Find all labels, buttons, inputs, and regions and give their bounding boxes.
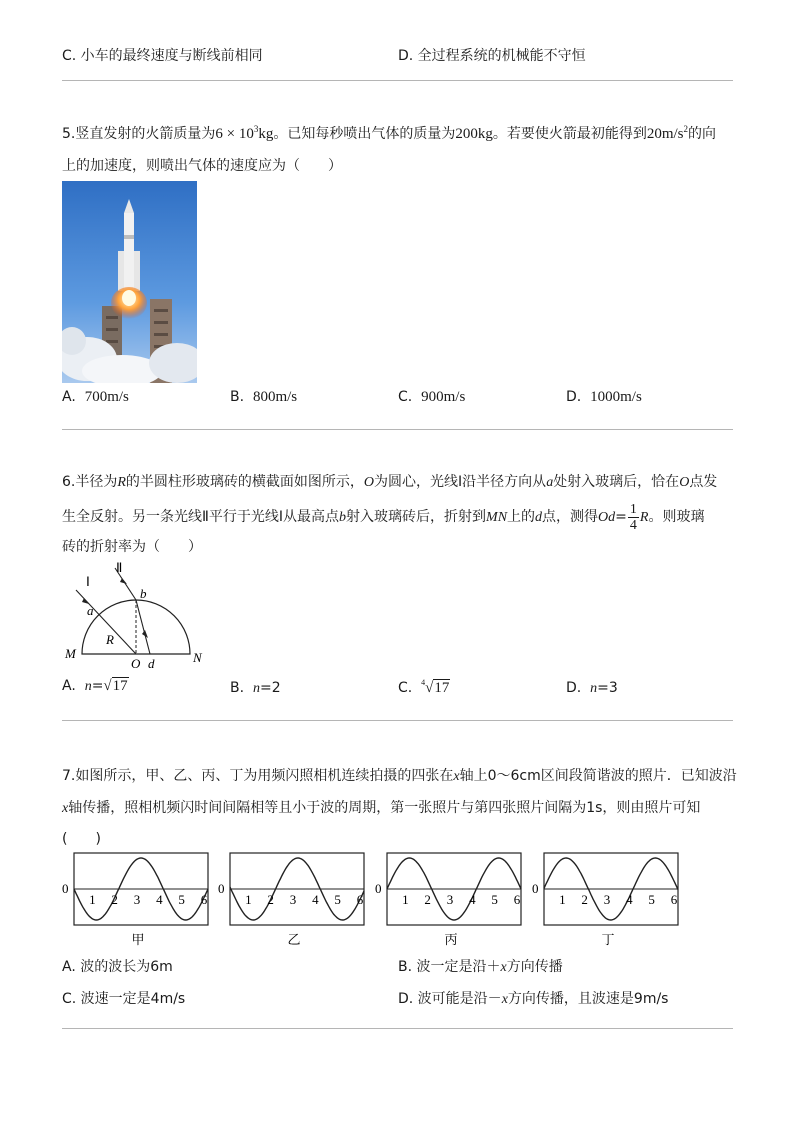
rocket-photo: [62, 181, 197, 383]
photo-caption: 甲: [131, 932, 145, 947]
q5-option-b: B. 800m/s: [230, 389, 298, 405]
q6-option-b: B. n=2: [230, 680, 281, 696]
tick-label: 4: [156, 892, 163, 907]
photo-caption: 丙: [444, 932, 458, 947]
origin-label: 0: [218, 881, 225, 896]
q5-text: 。已知每秒喷出气体的质量为: [273, 126, 456, 142]
q4-option-d: D. 全过程系统的机械能不守恒: [398, 48, 586, 64]
tick-label: 4: [626, 892, 633, 907]
label-d: d: [148, 656, 155, 671]
wave-photos: [58, 852, 698, 952]
label-ray-two: Ⅱ: [116, 560, 123, 575]
label-R: R: [106, 632, 114, 647]
label-M: M: [65, 646, 76, 661]
tick-label: 3: [289, 892, 297, 907]
label-ray-one: Ⅰ: [86, 574, 90, 589]
semicircle-glass-diagram: [62, 560, 212, 672]
q5-stem-line1: [62, 123, 716, 143]
origin-label: 0: [375, 881, 382, 896]
tick-label: 5: [178, 892, 185, 907]
q5-accel: $20m/s^2$: [646, 124, 689, 142]
tick-label: 3: [603, 892, 611, 907]
tick-label: 4: [469, 892, 476, 907]
wave-photo-2: [214, 852, 368, 952]
q5-stem-line2: 上的加速度，则喷出气体的速度应为（ ）: [62, 158, 342, 174]
divider: [62, 720, 733, 721]
tick-label: 6: [513, 892, 521, 907]
divider: [62, 429, 733, 430]
tick-label: 6: [356, 892, 364, 907]
q5-option-d: D. 1000m/s: [566, 389, 642, 405]
label-N: N: [193, 650, 202, 665]
q6-option-a: A. n=√17: [62, 678, 128, 694]
tick-label: 5: [648, 892, 655, 907]
tick-label: 6: [200, 892, 208, 907]
q5-text: 。若要使火箭最初能得到: [492, 126, 647, 142]
wave-photo-3: [371, 852, 525, 952]
q7-stem-line2: x轴传播，照相机频闪时间间隔相等且小于波的周期，第一张照片与第四张照片间隔为1s，则由照片可知: [62, 800, 701, 816]
tick-label: 3: [446, 892, 454, 907]
q5-gas-mass: 200kg: [455, 126, 493, 142]
tick-label: 1: [402, 892, 409, 907]
label-b: b: [140, 586, 147, 601]
tick-label: 1: [559, 892, 566, 907]
tick-label: 2: [581, 892, 588, 907]
divider: [62, 80, 733, 81]
q6-stem-line1: 6.半径为R的半圆柱形玻璃砖的横截面如图所示，O为圆心，光线Ⅰ沿半径方向从a处射入玻璃后，恰在O点发: [62, 474, 718, 490]
tick-label: 1: [89, 892, 96, 907]
q5-text: 的向: [688, 126, 717, 142]
label-a: a: [87, 603, 94, 618]
tick-label: 6: [670, 892, 678, 907]
divider: [62, 1028, 733, 1029]
ray-two-refracted: [136, 600, 150, 654]
q6-option-c: C. $^4$√17: [398, 678, 450, 696]
q7-option-a: A. 波的波长为6m: [62, 959, 173, 975]
q7-option-d: D. 波可能是沿－x方向传播，且波速是9m/s: [398, 991, 669, 1007]
tick-label: 2: [424, 892, 431, 907]
tick-label: 5: [334, 892, 341, 907]
q7-option-b: B. 波一定是沿＋x方向传播: [398, 959, 563, 975]
label-O: O: [131, 656, 141, 671]
wave-photo-1: [58, 852, 212, 952]
q6-option-d: D. n=3: [566, 680, 618, 696]
q5-option-a: A. 700m/s: [62, 389, 129, 405]
q5-option-c: C. 900m/s: [398, 389, 466, 405]
tick-label: 5: [491, 892, 498, 907]
q5-text: 5.竖直发射的火箭质量为: [62, 126, 216, 142]
wave-photo-4: [528, 852, 682, 952]
ray-two-arrow: [120, 578, 127, 584]
origin-label: 0: [62, 881, 69, 896]
tick-label: 2: [111, 892, 118, 907]
q5-mass: $6 \times 10^3kg$: [215, 124, 274, 142]
tick-label: 2: [267, 892, 274, 907]
q7-stem-line1: 7.如图所示，甲、乙、丙、丁为用频闪照相机连续拍摄的四张在x轴上0～6cm区间段简谐波的照片．已知波沿: [62, 768, 737, 784]
q4-option-c: C. 小车的最终速度与断线前相同: [62, 48, 263, 64]
tick-label: 4: [312, 892, 319, 907]
tick-label: 1: [245, 892, 252, 907]
photo-caption: 乙: [287, 932, 301, 947]
q7-stem-line3: ( ): [62, 831, 101, 847]
q7-option-c: C. 波速一定是4m/s: [62, 991, 186, 1007]
origin-label: 0: [532, 881, 539, 896]
tick-label: 3: [133, 892, 141, 907]
photo-caption: 丁: [601, 932, 615, 947]
fraction-one-quarter: $\frac{1}{4}$: [629, 501, 637, 533]
q6-stem-line3: 砖的折射率为（ ）: [62, 539, 202, 555]
q6-stem-line2: 生全反射。另一条光线Ⅱ平行于光线Ⅰ从最高点b射入玻璃砖后，折射到MN上的d点，测得Od= $\frac{1}{4}$ R。则玻璃: [62, 501, 705, 533]
